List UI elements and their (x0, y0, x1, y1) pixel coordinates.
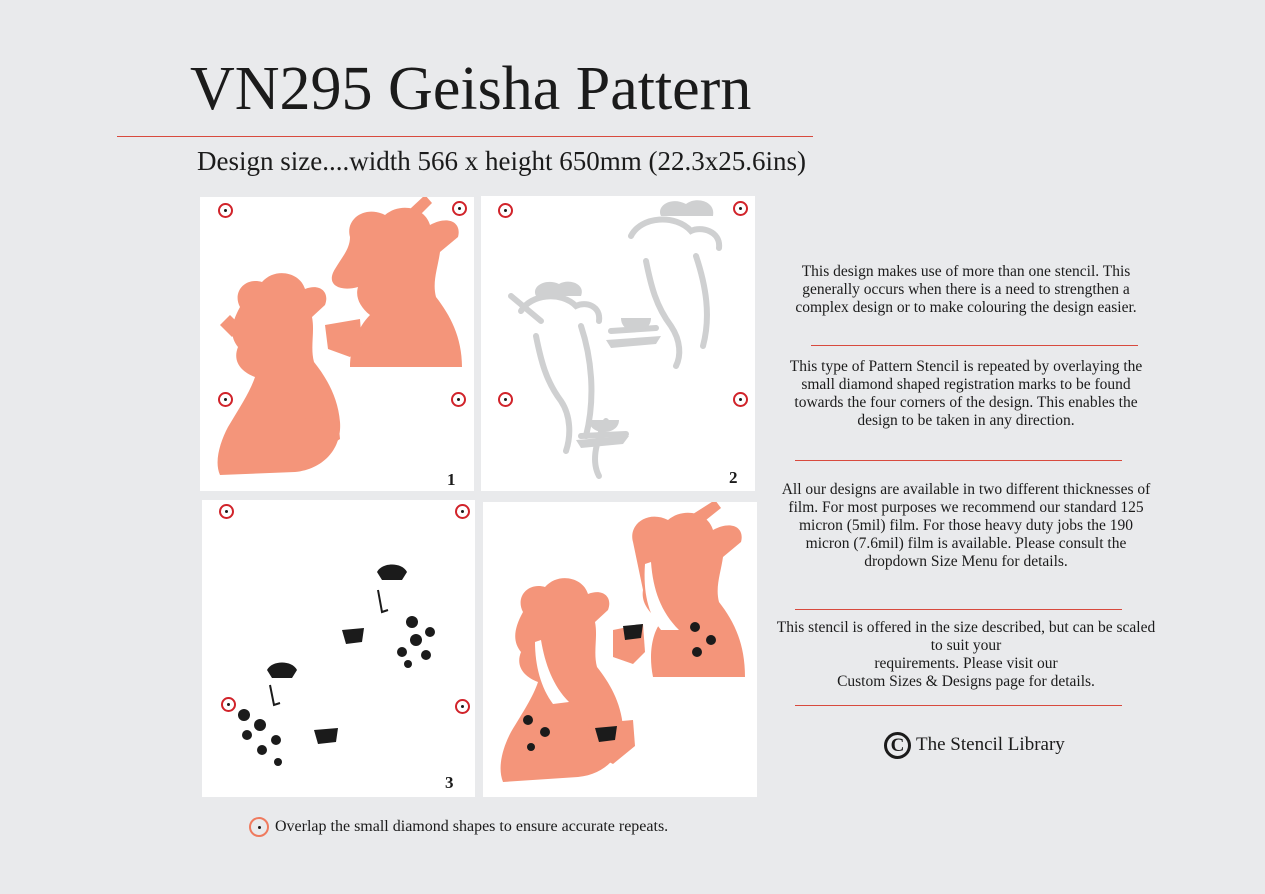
info-film (776, 481, 1156, 571)
registration-mark-icon (455, 504, 470, 519)
info-divider (795, 609, 1122, 610)
registration-mark-icon (219, 504, 234, 519)
registration-mark-icon (498, 392, 513, 407)
info-paragraph: This type of Pattern Stencil is repeated by overlaying the small diamond shaped registration marks to be found towards the four corners of the design. This enables the design to be taken in any direction. (789, 358, 1143, 429)
registration-mark-icon (221, 697, 236, 712)
page-title: VN295 Geisha Pattern (190, 55, 752, 123)
geisha-detail-2-image (481, 196, 755, 491)
footer-note (249, 817, 668, 837)
stencil-panel-3 (202, 500, 475, 797)
geisha-detail-3-image (202, 500, 475, 797)
registration-mark-icon (451, 392, 466, 407)
copyright-icon: C (884, 732, 911, 759)
custom-sizes-link[interactable]: Custom Sizes & Designs page for details. (837, 673, 1095, 690)
info-repeat (776, 358, 1156, 430)
brand-signature (884, 729, 1065, 761)
panel-number: 2 (729, 468, 738, 487)
geisha-silhouette-1-image (200, 197, 474, 491)
brand-name: The Stencil Library (916, 734, 1065, 755)
title-divider (117, 136, 813, 137)
registration-mark-icon (733, 392, 748, 407)
info-multi-stencil (776, 263, 1156, 317)
panel-number: 3 (445, 773, 454, 792)
footer-note-text: Overlap the small diamond shapes to ensure accurate repeats. (275, 818, 669, 835)
info-paragraph: This design makes use of more than one stencil. This generally occurs when there is a need to strengthen a complex design or to make colouring the design easier. (795, 263, 1137, 316)
info-divider (811, 345, 1138, 346)
registration-mark-icon (218, 203, 233, 218)
info-divider (795, 460, 1122, 461)
combined-preview-panel (483, 502, 757, 797)
geisha-combined-image (483, 502, 757, 797)
registration-mark-icon (218, 392, 233, 407)
stencil-panel-1 (200, 197, 474, 491)
info-divider (795, 705, 1122, 706)
info-line: This stencil is offered in the size described, but can be scaled to suit your (776, 619, 1156, 654)
registration-mark-icon (733, 201, 748, 216)
registration-mark-icon (452, 201, 467, 216)
panel-number: 1 (447, 470, 456, 489)
design-size: Design size....width 566 x height 650mm (22.3x25.6ins) (197, 146, 806, 176)
registration-mark-icon (498, 203, 513, 218)
info-line: requirements. Please visit our (874, 655, 1058, 672)
info-paragraph: All our designs are available in two different thicknesses of film. For most purposes we recommend our standard 125 micron (5mil) film. For those heavy duty jobs the 190 micron (7.6mil) film is available. Please consult the dropdown Size Menu for details. (781, 481, 1151, 570)
stencil-panel-2 (481, 196, 755, 491)
registration-mark-icon (249, 817, 269, 837)
info-custom-sizes (776, 619, 1156, 691)
registration-mark-icon (455, 699, 470, 714)
